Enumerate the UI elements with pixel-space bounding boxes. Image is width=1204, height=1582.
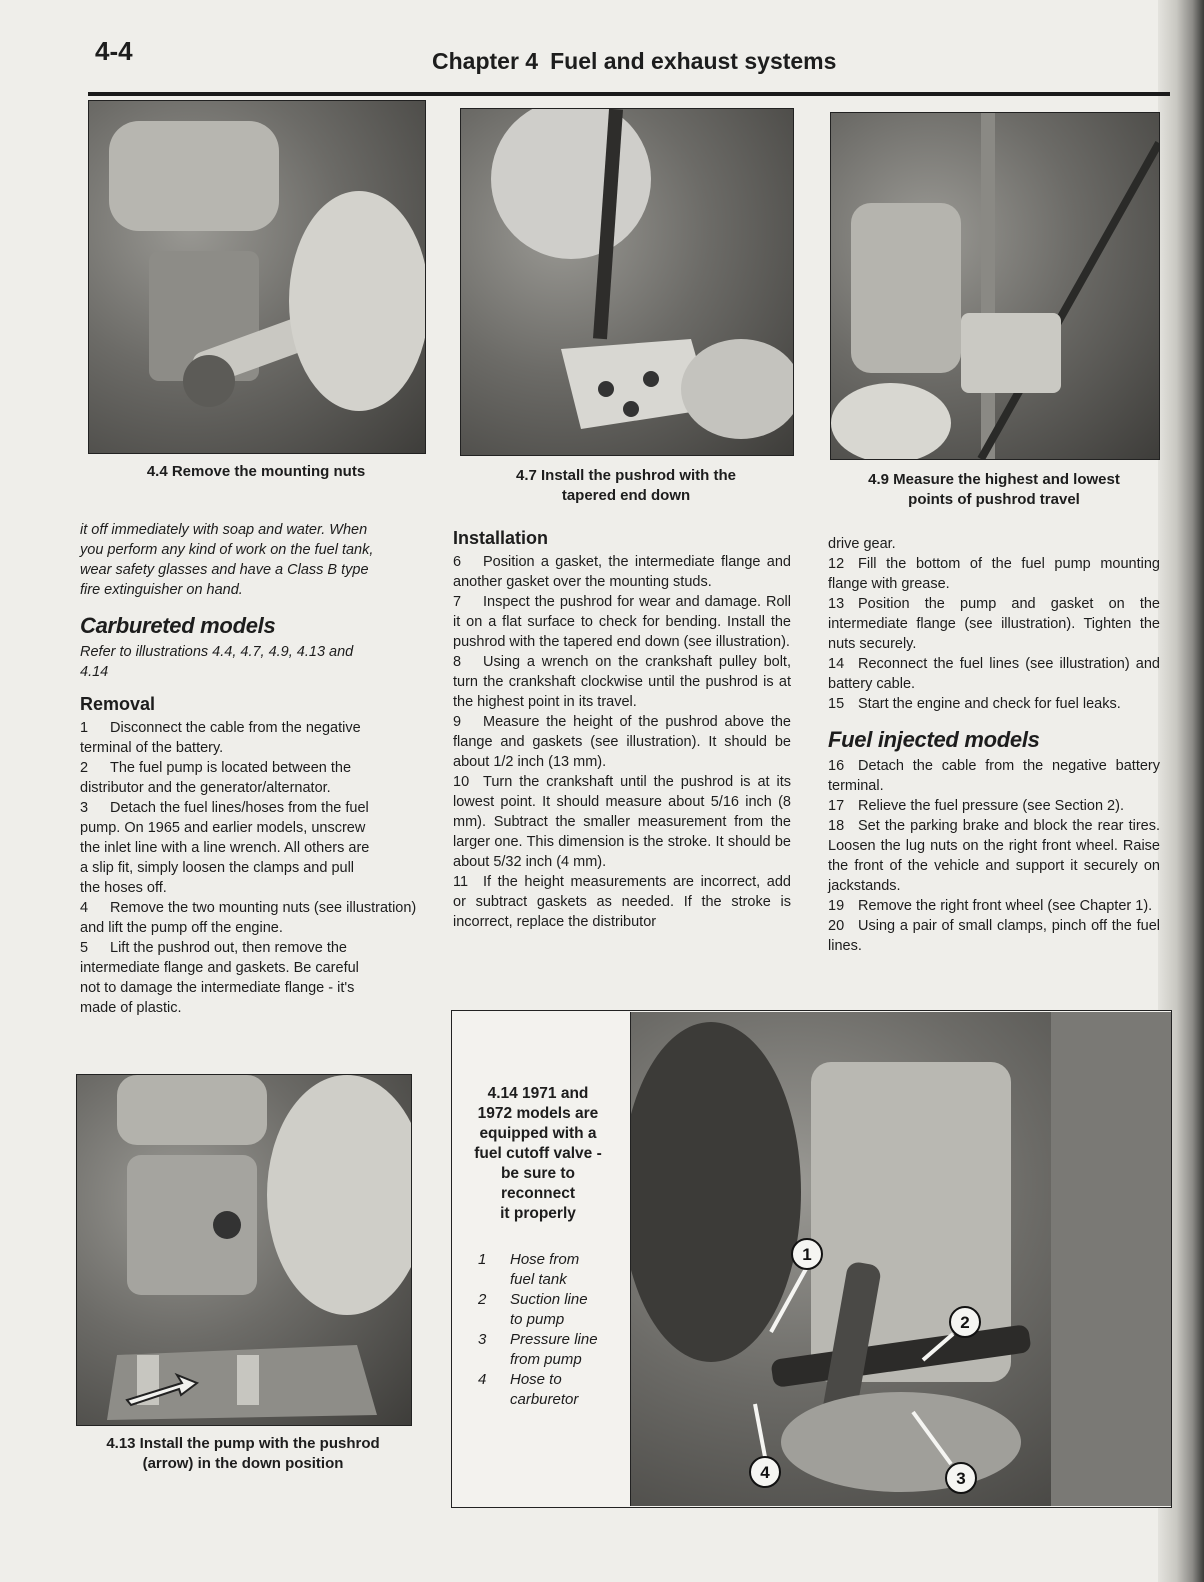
step-20: 20 Using a pair of small clamps, pinch off the fuel lines. [828,918,1160,954]
intro-line: fire extinguisher on hand. [80,582,243,598]
legend-item-4: 4 Hose to carburetor [478,1371,579,1408]
column-1 [80,520,420,1018]
step-3-cont: pump. On 1965 and earlier models, unscrew [80,820,366,836]
caption-fig-4-14 [463,1084,613,1224]
step-5-cont: not to damage the intermediate flange - it's [80,980,355,996]
heading-removal: Removal [80,694,156,714]
step-6: 6 Position a gasket, the intermediate flange and another gasket over the mounting studs. [453,554,791,590]
step-15: 15 Start the engine and check for fuel leaks. [828,696,1121,712]
photo-fig-4-13 [76,1074,412,1426]
caption-fig-4-7-line2: tapered end down [561,487,691,504]
step-12: 12 Fill the bottom of the fuel pump mounting flange with grease. [828,556,1160,592]
step-14: 14 Reconnect the fuel lines (see illustration) and battery cable. [828,656,1160,692]
page-number: 4-4 [95,36,133,66]
caption-fig-4-13 [76,1434,410,1474]
step-9: 9 Measure the height of the pushrod above the flange and gaskets (see illustration). It should be about 1/2 inch (13 mm). [453,714,791,770]
heading-fuel-injected-models: Fuel injected models [828,727,1040,752]
step-3-cont: a slip fit, simply loosen the clamps and pull [80,860,355,876]
step-3-cont: the inlet line with a line wrench. All others are [80,840,370,856]
legend-item-2: 2 Suction line to pump [478,1291,588,1328]
step-13: 13 Position the pump and gasket on the intermediate flange (see illustration). Tighten the nuts securely. [828,596,1160,652]
step-5-cont: intermediate flange and gaskets. Be careful [80,960,359,976]
figure-4-14-legend [478,1250,628,1410]
heading-carbureted-models: Carbureted models [80,613,276,638]
caption-fig-4-13-line1: 4.13 Install the pump with the pushrod [106,1435,380,1452]
caption-fig-4-7 [460,466,792,506]
caption-fig-4-9-line2: points of pushrod travel [908,491,1080,508]
step-1: 1 Disconnect the cable from the negative [80,720,361,736]
caption-fig-4-9 [830,470,1158,510]
intro-line: it off immediately with soap and water. When [80,522,368,538]
chapter-name: Fuel and exhaust systems [550,48,837,74]
svg-text:2: 2 [960,1313,970,1332]
intro-line: wear safety glasses and have a Class B type [80,562,369,578]
chapter-label: Chapter 4 [432,48,539,74]
step-17: 17 Relieve the fuel pressure (see Section 2). [828,798,1124,814]
step-2-cont: distributor and the generator/alternator. [80,780,331,796]
step-11: 11 If the height measurements are incorrect, add or subtract gaskets as needed. If the stroke is incorrect, replace the distributor [453,874,791,930]
caption-fig-4-14-line: 1972 models are [477,1105,599,1122]
caption-fig-4-14-line: equipped with a [479,1125,597,1142]
svg-text:1: 1 [802,1245,812,1264]
legend-item-3: 3 Pressure line from pump [478,1331,598,1368]
chapter-title [432,48,836,75]
intro-line: you perform any kind of work on the fuel tank, [80,542,374,558]
caption-fig-4-14-line: 4.14 1971 and [487,1085,589,1102]
heading-installation: Installation [453,528,549,548]
step-5: 5 Lift the pushrod out, then remove the [80,940,347,956]
step-2: 2 The fuel pump is located between the [80,760,352,776]
step-3-cont: the hoses off. [80,880,167,896]
column-2 [453,528,791,932]
photo-fig-4-4 [88,100,426,454]
step-18: 18 Set the parking brake and block the rear tires. Loosen the lug nuts on the right front wheel. Raise the front of the vehicle and support it securely on jackstands. [828,818,1160,894]
caption-fig-4-14-line: be sure to [500,1165,576,1182]
caption-fig-4-14-line: reconnect [500,1185,576,1202]
photo-fig-4-9 [830,112,1160,460]
legend-item-1: 1 Hose from fuel tank [478,1251,580,1288]
callout-4 [750,1404,780,1487]
svg-text:3: 3 [956,1469,966,1488]
svg-text:4: 4 [760,1463,770,1482]
step-10: 10 Turn the crankshaft until the pushrod is at its lowest point. It should measure about 5/16 inch (8 mm). Subtract the smaller measurement from the larger one. This dimension is the stroke. It should be about 5/32 inch (4 mm). [453,774,791,870]
step-11-cont: drive gear. [828,536,896,552]
caption-fig-4-13-line2: (arrow) in the down position [142,1455,344,1472]
column-3 [828,534,1160,956]
step-7: 7 Inspect the pushrod for wear and damage. Roll it on a flat surface to check for bending. Install the pushrod with the tapered end down (see illustration). [453,594,791,650]
photo-fig-4-7 [460,108,794,456]
caption-fig-4-7-line1: 4.7 Install the pushrod with the [515,467,737,484]
header-rule [88,92,1170,96]
refer-line: 4.14 [80,664,109,680]
step-4: 4 Remove the two mounting nuts (see illustration) and lift the pump off the engine. [80,900,417,936]
refer-line: Refer to illustrations 4.4, 4.7, 4.9, 4.13 and [80,644,354,660]
caption-fig-4-4: 4.4 Remove the mounting nuts [146,463,366,480]
step-8: 8 Using a wrench on the crankshaft pulley bolt, turn the crankshaft clockwise until the pushrod is at the highest point in its travel. [453,654,791,710]
step-1-cont: terminal of the battery. [80,740,224,756]
step-16: 16 Detach the cable from the negative battery terminal. [828,758,1160,794]
step-3: 3 Detach the fuel lines/hoses from the fuel [80,800,369,816]
caption-fig-4-9-line1: 4.9 Measure the highest and lowest [868,471,1120,488]
step-19: 19 Remove the right front wheel (see Chapter 1). [828,898,1153,914]
photo-fig-4-14 [630,1012,1171,1506]
caption-fig-4-14-line: it properly [500,1205,576,1222]
caption-fig-4-14-line: fuel cutoff valve - [474,1145,602,1162]
step-5-cont: made of plastic. [80,1000,182,1016]
